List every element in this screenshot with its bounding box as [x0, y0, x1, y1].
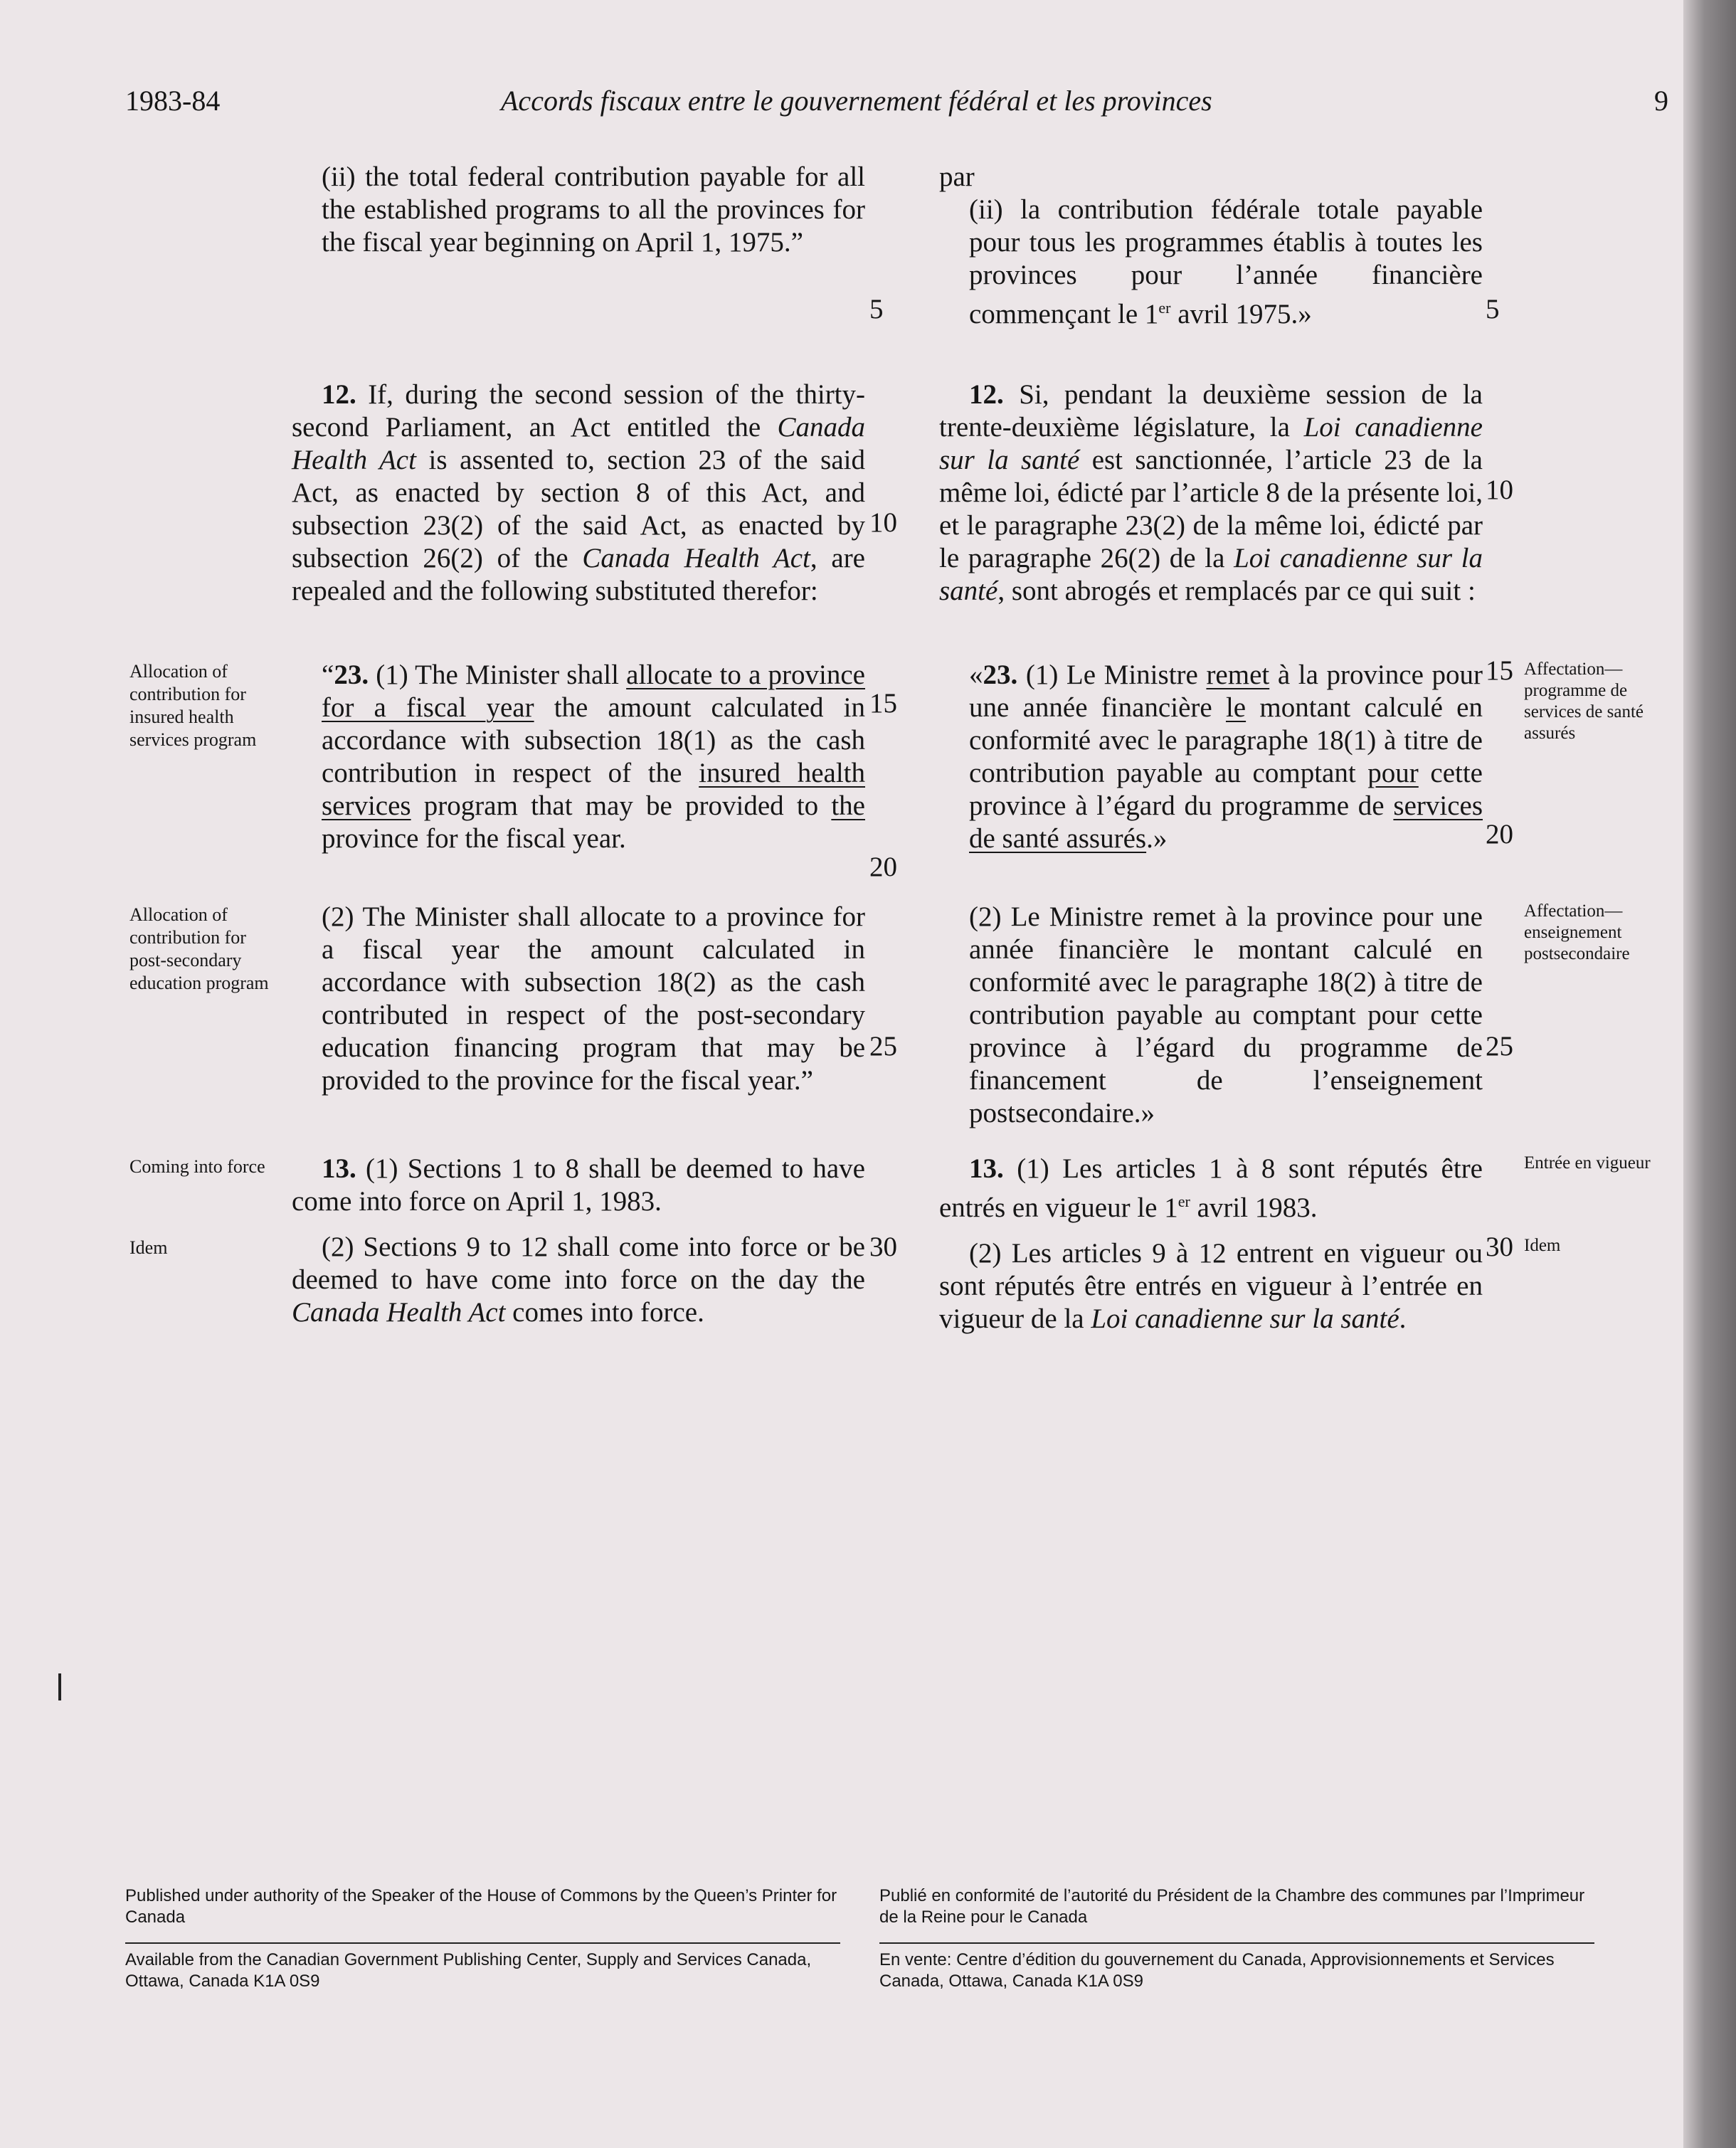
fr-s23-number: 23.	[983, 660, 1018, 690]
en-s12-act-title-2: Canada Health Act	[582, 543, 810, 573]
french-section-13	[939, 1153, 1483, 1335]
margin-note-left: Idem	[129, 1237, 168, 1258]
fr-s12-text2: est sanctionnée, l’article 23 de la même loi, édicté par l’article 8 de la présente loi, et le paragraphe 23(2) de la même loi, édicté par le paragraphe 26(2) de la	[939, 445, 1483, 573]
en-s12-act-title: Canada Health Act	[292, 412, 866, 475]
en-s23-1-paragraph	[292, 659, 865, 855]
fr-s13-2-text-a: (2) Les articles 9 à 12 entrent en vigueur ou sont réputés être entrés en vigueur à l’entrée en vigueur de la	[939, 1238, 1483, 1334]
line-number-en: 20	[869, 852, 897, 882]
line-number-en: 25	[869, 1031, 897, 1062]
margin-note-left: Allocation of contribution for post-secondary education program	[129, 904, 269, 993]
fr-s13-2-act-title: Loi canadienne sur la santé	[1091, 1303, 1399, 1334]
en-s13-2-text-b: comes into force.	[512, 1297, 704, 1328]
fr-s23-1-text-a: (1) Le Ministre	[1025, 660, 1198, 690]
fr-s23-1-text-b: à la province pour une année financière	[969, 660, 1483, 723]
footer-fr-authority: Publié en conformité de l’autorité du Président de la Chambre des communes par l’Imprimeur de la Reine pour le Canada	[879, 1886, 1585, 1927]
line-number-fr: 15	[1486, 655, 1513, 686]
line-number-fr: 10	[1486, 475, 1513, 505]
fr-s23-1-text-c: montant calculé en conformité avec le paragraphe 18(1) à titre de contribution payable au comptant	[969, 692, 1483, 788]
line-number-en: 30	[869, 1232, 897, 1262]
en-s13-number: 13.	[322, 1153, 356, 1184]
margin-note-left: Coming into force	[129, 1156, 265, 1177]
fr-s12-act-title-2: Loi canadienne sur la santé	[939, 543, 1483, 606]
footer-fr-availability: En vente: Centre d’édition du gouvernement du Canada, Approvisionnements et Services Canada, Ottawa, Canada K1A 0S9	[879, 1950, 1555, 1991]
en-s12-paragraph	[292, 379, 865, 608]
fr-s13-1-text-b: avril 1983.	[1197, 1192, 1318, 1223]
margin-note-right: Entrée en vigueur	[1524, 1153, 1651, 1173]
fr-s13-number: 13.	[969, 1153, 1004, 1184]
line-number-fr: 5	[1486, 294, 1500, 324]
en-open-quote: “	[322, 660, 334, 690]
margin-mark	[58, 1673, 61, 1700]
french-section-12	[939, 379, 1483, 608]
en-s12-number: 12.	[322, 379, 356, 410]
en-s23-1-underlined-2: insured health services	[322, 758, 865, 821]
english-column-top	[292, 161, 865, 259]
en-subparagraph-ii: (ii) the total federal contribution payable for all the established programs to all the provinces for the fiscal year beginning on April 1, 1975.”	[322, 162, 865, 258]
en-s23-1-underlined-1: allocate to a province for a fiscal year	[322, 660, 865, 723]
english-section-23-2	[292, 901, 865, 1097]
fr-s23-2-paragraph: (2) Le Ministre remet à la province pour une année financière le montant calculé en conformité avec le paragraphe 18(2) à titre de contribution payable au comptant pour cette province à l’égard du programme de financement de l’enseignement postsecondaire.»	[969, 901, 1483, 1128]
en-s13-2-text-a: (2) Sections 9 to 12 shall come into force or be deemed to have come into force on the day the	[292, 1232, 865, 1295]
line-number-en: 15	[869, 688, 897, 719]
french-column-top	[939, 161, 1483, 331]
fr-s13-2-paragraph	[939, 1237, 1483, 1335]
fr-s12-number: 12.	[969, 379, 1004, 410]
fr-subparagraph-end: avril 1975.»	[1177, 299, 1312, 329]
margin-note-left: Allocation of contribution for insured health services program	[129, 661, 257, 750]
en-s13-1-paragraph	[292, 1153, 865, 1218]
en-s23-number: 23.	[334, 660, 369, 690]
margin-note-right: Idem	[1524, 1236, 1561, 1255]
fr-s23-1-paragraph	[939, 659, 1483, 855]
en-s23-1-text-d: province for the fiscal year.	[322, 823, 626, 854]
en-s23-1-underlined-3: the	[831, 790, 865, 821]
en-s13-1-text: (1) Sections 1 to 8 shall be deemed to have come into force on April 1, 1983.	[292, 1153, 865, 1217]
fr-s23-1-underlined-3: pour	[1367, 758, 1419, 788]
fr-sup-er: er	[1158, 299, 1171, 317]
fr-s12-act-title: Loi canadienne sur la santé	[939, 412, 1483, 475]
en-s13-2-act-title: Canada Health Act	[292, 1297, 506, 1328]
fr-par: par	[939, 162, 975, 192]
line-number-en: 10	[869, 507, 897, 538]
en-s23-2-paragraph: (2) The Minister shall allocate to a province for a fiscal year the amount calculated in accordance with subsection 18(2) as the cash contributed in respect of the post-secondary education financing program that may be provided to the province for the fiscal year.”	[322, 901, 865, 1096]
en-s13-2-paragraph	[292, 1231, 865, 1329]
fr-s13-sup-er: er	[1177, 1192, 1190, 1210]
en-s12-text2: is assented to, section 23 of the said Act, as enacted by section 8 of this Act, and subsection 23(2) of the said Act, as enacted by subsection 26(2) of the	[292, 445, 865, 573]
fr-subparagraph-ii	[939, 194, 1483, 331]
en-s12-text: If, during the second session of the thirty-second Parliament, an Act entitled the	[292, 379, 866, 443]
french-section-23-2	[939, 901, 1483, 1130]
english-section-23-1	[292, 659, 865, 855]
line-number-en: 5	[869, 294, 884, 324]
fr-subparagraph-text: (ii) la contribution fédérale totale payable pour tous les programmes établis à toutes les provinces pour l’année financière commençant le 1	[969, 194, 1483, 329]
fr-s12-text: Si, pendant la deuxième session de la trente-deuxième législature, la	[939, 379, 1483, 443]
footer-rule-en	[125, 1942, 840, 1944]
fr-s12-paragraph	[939, 379, 1483, 608]
header-year: 1983-84	[125, 85, 221, 117]
fr-s23-1-underlined-2: le	[1225, 692, 1247, 723]
en-s23-1-text-c: program that may be provided to	[423, 790, 819, 821]
fr-s13-2-text-b: .	[1399, 1303, 1407, 1334]
en-s23-1-text-b: the amount calculated in accordance with subsection 18(1) as the cash contribution in respect of the	[322, 692, 865, 788]
footer-en-availability: Available from the Canadian Government Publishing Center, Supply and Services Canada, Ottawa, Canada K1A 0S9	[125, 1950, 812, 1991]
margin-note-right: Affectation— enseignement postsecondaire	[1524, 901, 1630, 963]
footer-rule-fr	[879, 1942, 1594, 1944]
english-section-13	[292, 1153, 865, 1329]
fr-s23-1-underlined-4: services de santé assurés	[969, 790, 1483, 854]
english-section-12	[292, 379, 865, 608]
en-s12-text3: , are repealed and the following substituted therefor:	[292, 543, 865, 606]
fr-s23-1-text-d: cette province à l’égard du programme de	[969, 758, 1483, 821]
line-number-fr: 25	[1486, 1031, 1513, 1062]
page-number: 9	[1654, 85, 1668, 117]
line-number-fr: 30	[1486, 1232, 1513, 1262]
fr-s13-1-paragraph	[939, 1153, 1483, 1224]
page-edge-shadow	[1683, 0, 1736, 2148]
fr-s12-text3: , sont abrogés et remplacés par ce qui suit :	[997, 576, 1476, 606]
fr-s13-1-text-a: (1) Les articles 1 à 8 sont réputés être entrés en vigueur le 1	[939, 1153, 1483, 1223]
fr-open-quote: «	[969, 660, 983, 690]
fr-s23-1-close: .»	[1146, 823, 1168, 854]
line-number-fr: 20	[1486, 819, 1513, 850]
fr-s23-1-underlined-1: remet	[1206, 660, 1270, 690]
en-s23-1-text-a: (1) The Minister shall	[376, 660, 619, 690]
header-title: Accords fiscaux entre le gouvernement fédéral et les provinces	[501, 85, 1212, 117]
french-section-23-1	[939, 659, 1483, 855]
footer-en-authority: Published under authority of the Speaker of the House of Commons by the Queen’s Printer for Canada	[125, 1886, 837, 1927]
margin-note-right: Affectation— programme de services de santé assurés	[1524, 660, 1644, 743]
